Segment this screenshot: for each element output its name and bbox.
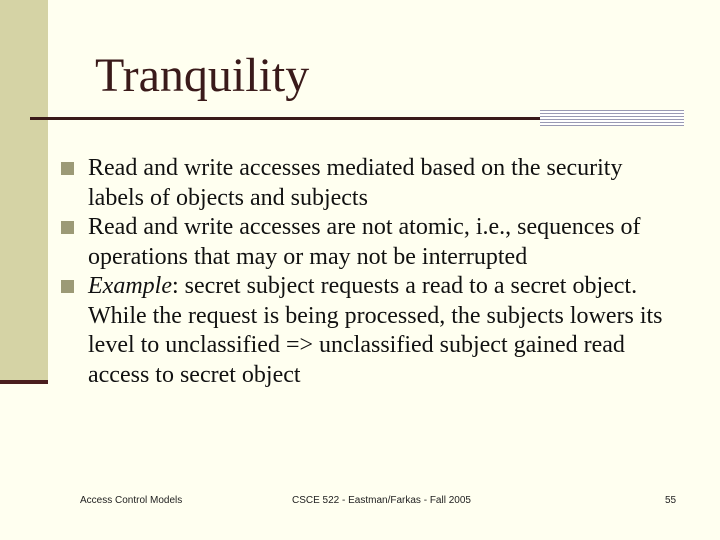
bullet-lead-word: Example xyxy=(88,273,172,299)
bullet-item xyxy=(60,272,680,390)
footer-left-text: Access Control Models xyxy=(80,495,183,506)
title-accent-stripes xyxy=(540,110,684,126)
bullet-text: : secret subject requests a read to a secret object. While the request is being processed, the subjects lowers its level to unclassified => unclassified subject gained read access to secret object xyxy=(88,273,663,388)
bullet-item xyxy=(60,213,680,272)
square-bullet-icon xyxy=(61,280,74,293)
left-bar-divider xyxy=(0,380,48,384)
bullet-text: Read and write accesses mediated based on the security labels of objects and subjects xyxy=(88,155,623,211)
bullet-text: Read and write accesses are not atomic, i.e., sequences of operations that may or may not be interrupted xyxy=(88,214,641,270)
slide-title: Tranquility xyxy=(95,49,310,102)
square-bullet-icon xyxy=(61,221,74,234)
left-decorative-bar xyxy=(0,0,48,382)
footer-center-text: CSCE 522 - Eastman/Farkas - Fall 2005 xyxy=(292,495,471,506)
bullet-item xyxy=(60,154,680,213)
square-bullet-icon xyxy=(61,162,74,175)
bullet-list xyxy=(60,154,680,390)
page-number: 55 xyxy=(665,495,677,506)
